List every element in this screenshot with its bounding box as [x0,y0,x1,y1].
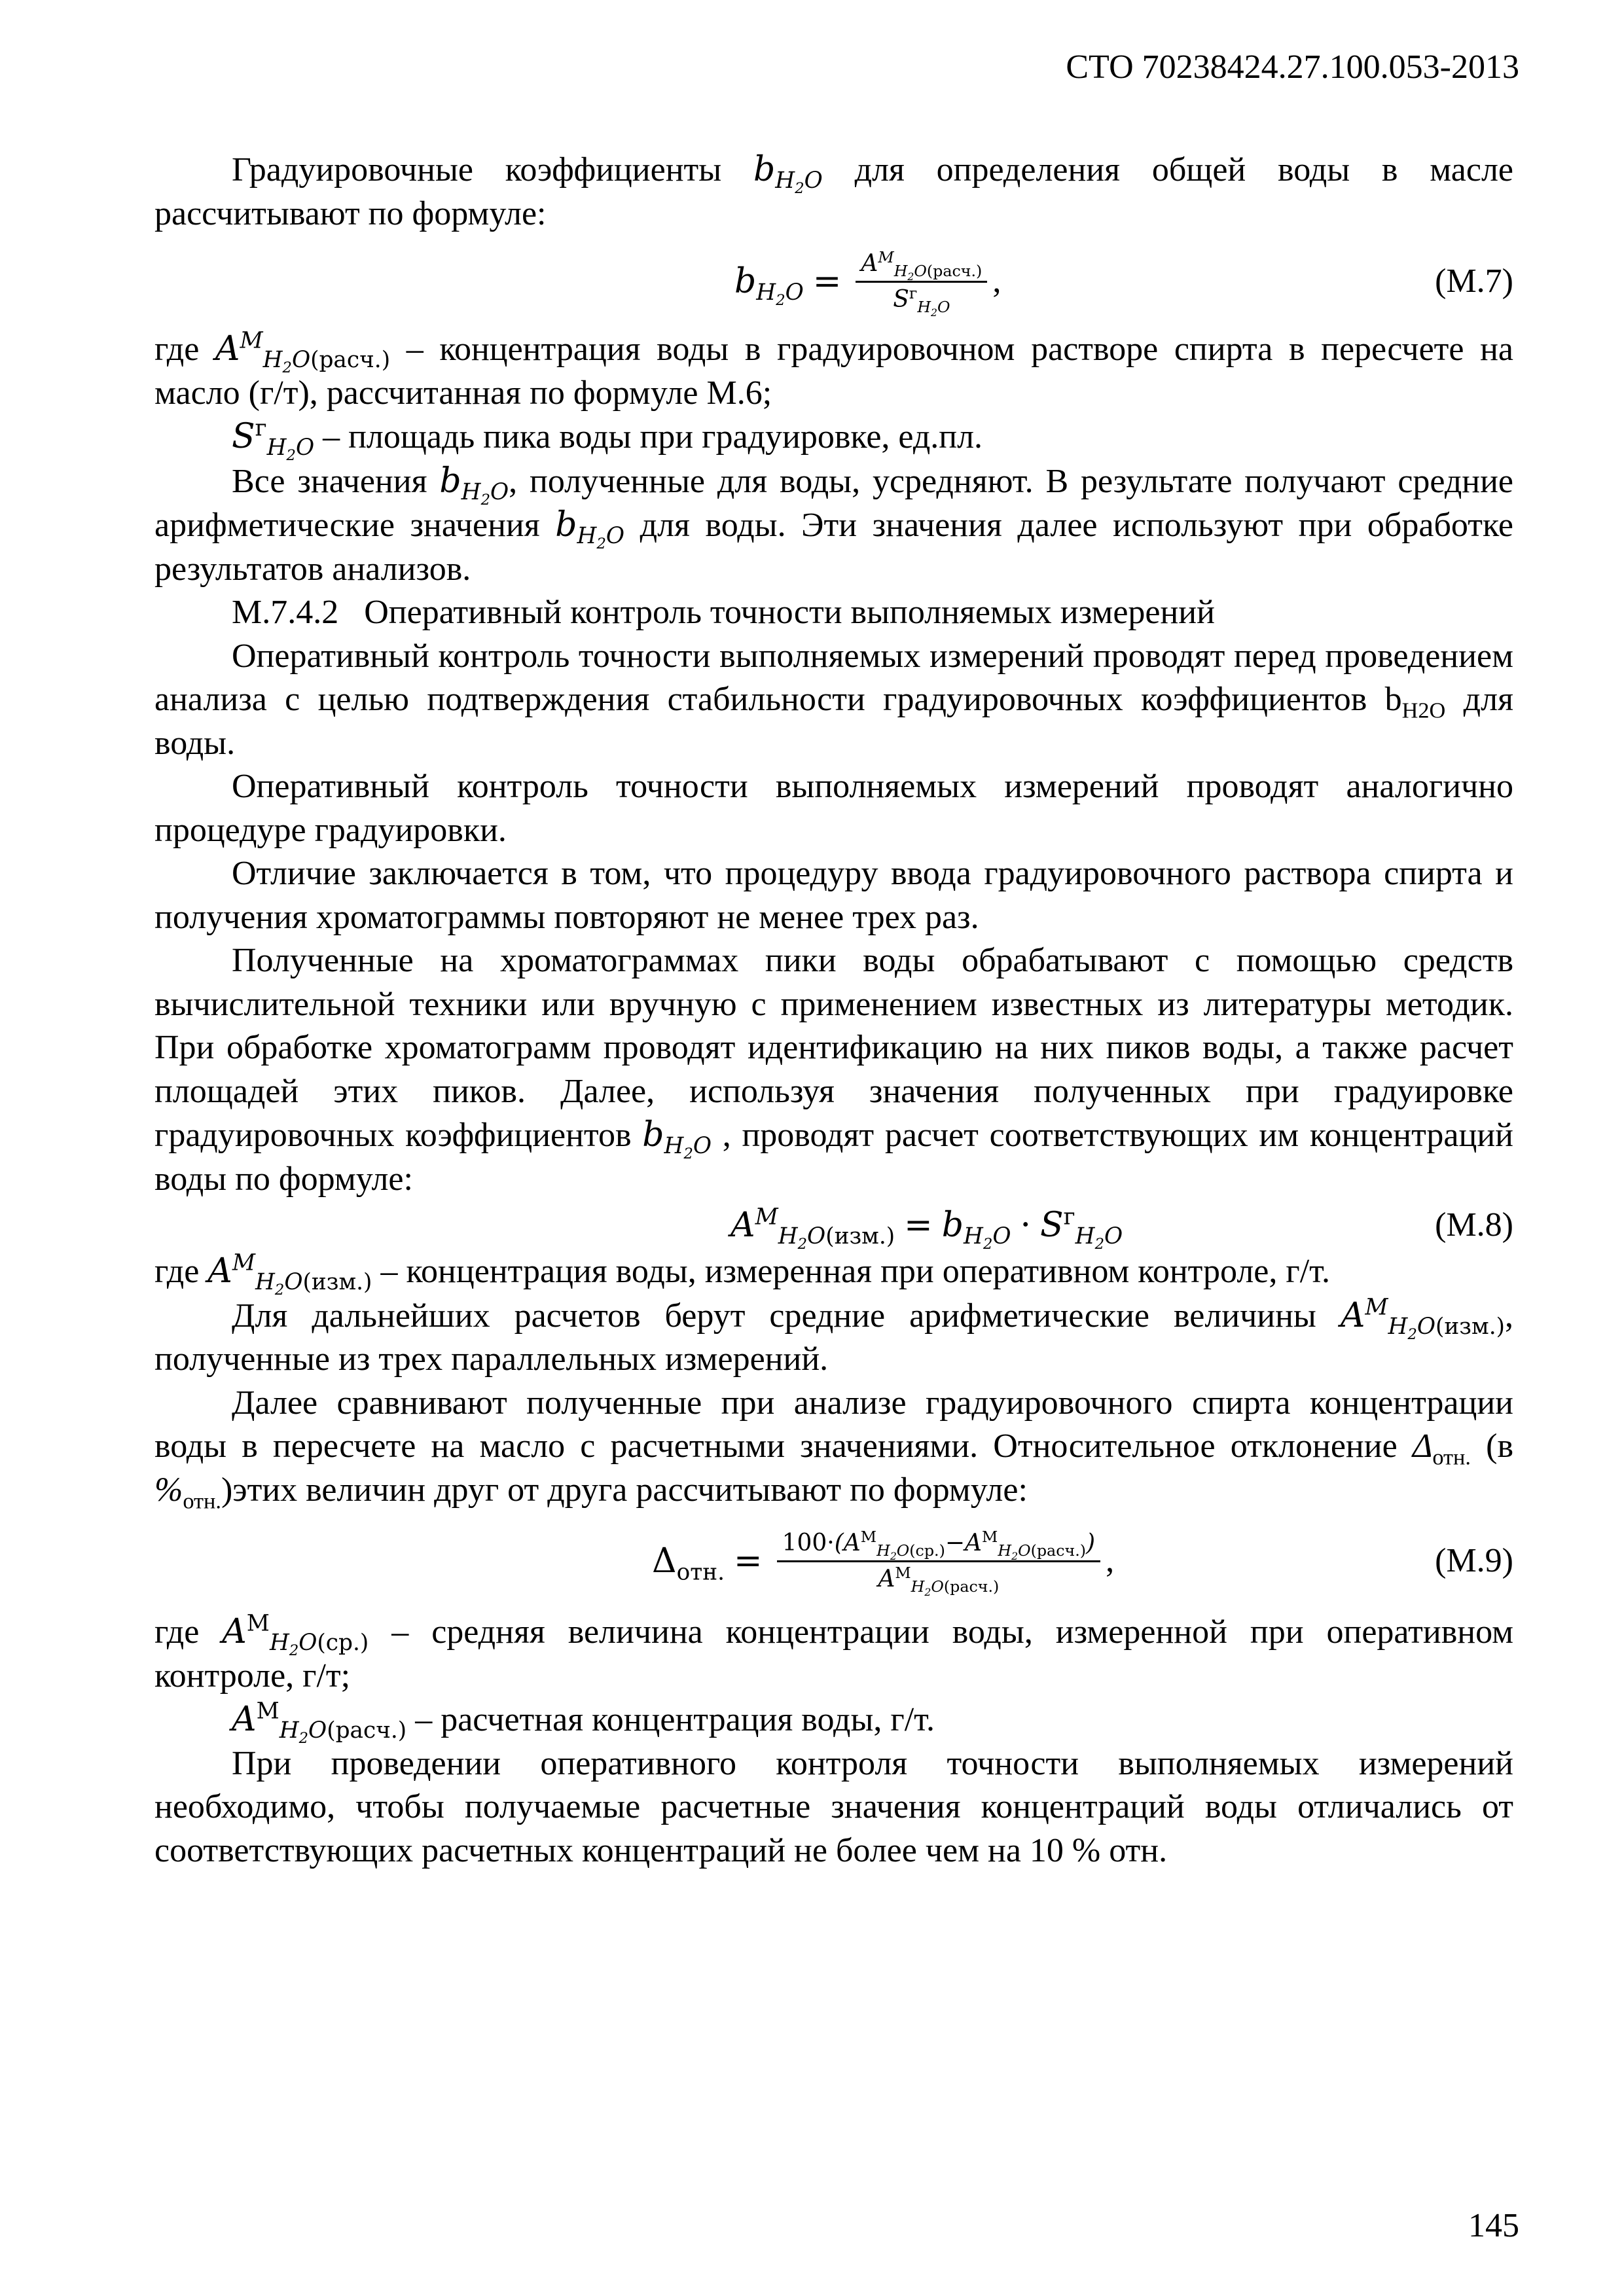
section-heading-m742: М.7.4.2 Оперативный контроль точности выполняемых измерений [232,594,1215,631]
formula-m9: $\Delta_{отн.}$ = $\frac{100\cdot(A^M_{H_2O(ср.)}-A^M_{H_2O(расч.)})}{A^M_{H_2O(расч.)}}$ , (М.9) [652,1527,1513,1598]
document-code: СТО 70238424.27.100.053-2013 [1066,48,1519,86]
where-m7-s: $S^г_{H_2O}$ – площадь пика воды при градуировке, ед.пл. [232,415,983,465]
where-m9-a: где $A^M_{H_2O(ср.)}$ – средняя величина концентрации воды, измеренной при оперативном контроле, г/т; [154,1610,1513,1695]
paragraph-averaging: Все значения $b_{H_2O}$, полученные для воды, усредняют. В результате получают средние арифметические значения $b_{H_2O}$ для воды. Эти значения далее используют при обработке результатов анализов. [154,461,1514,588]
paragraph-difference: Отличие заключается в том, что процедуру ввода градуировочного раствора спирта и получения хроматограммы повторяют не менее трех раз. [154,855,1513,936]
paragraph-operative-control: Оперативный контроль точности выполняемых измерений проводят перед проведением анализа с целью подтверждения стабильности градуировочных коэффициентов $b_{H2O}$ для воды. [154,637,1514,762]
page-body [154,148,1513,1873]
where-m9-b: $A^M_{H_2O(расч.)}$ – расчетная концентрация воды, г/т. [232,1698,935,1748]
fraction: $\frac{A^M_{H_2O(расч.)}}{S^г_{H_2O}}$ [856,247,987,317]
paragraph-requirement: При проведении оперативного контроля точности выполняемых измерений необходимо, чтобы получаемые расчетные значения концентраций воды отличались от соответствующих расчетных концентраций не более чем на 10 % отн. [154,1744,1513,1869]
where-m8: где $A^M_{H_2O(изм.)}$ – концентрация воды, измеренная при оперативном контроле, г/т. [154,1249,1330,1299]
formula-m7: $b_{H_2O}$ = $\frac{A^M_{H_2O(расч.)}}{S^г_{H_2O}}$ , (М.7) [734,247,1513,319]
paragraph-averages: Для дальнейших расчетов берут средние арифметические величины $A^M_{H_2O(изм.)}$, полученные из трех параллельных измерений. [154,1294,1513,1378]
page-number: 145 [1468,2207,1519,2244]
paragraph-comparison: Далее сравнивают полученные при анализе градуировочного спирта концентрации воды в пересчете на масло с расчетными значениями. Относительное отклонение $\Delta_{отн.}$ (в $\%_{отн.})этих$ величин друг от друга рассчитывают по формуле: [154,1384,1513,1513]
formula-m8: $A^M_{H_2O(изм.)}$ = $b_{H_2O}$ · $S^г_{H_2O}$ (М.8) [731,1204,1513,1253]
formula-number-m8: (М.8) [1435,1206,1513,1244]
formula-number-m9: (М.9) [1435,1541,1513,1579]
paragraph-analogous: Оперативный контроль точности выполняемых измерений проводят аналогично процедуре градуировки. [154,768,1513,849]
paragraph-peaks: Полученные на хроматограммах пики воды обрабатывают с помощью средств вычислительной техники или вручную с применением известных из литературы методик. При обработке хроматограмм проводят идентификацию на них пиков воды, а также расчет площадей этих пиков. Далее, используя значения полученных при градуировке градуировочных коэффициентов $b_{H_2O}$ , проводят расчет соответствующих им концентраций воды по формуле: [154,942,1513,1198]
where-m7-a: где $A^M_{H_2O(расч.)}$ – концентрация воды в градуировочном растворе спирта в пересчете на масло (г/т), рассчитанная по формуле М.6; [154,327,1513,412]
fraction: $\frac{100\cdot(A^M_{H_2O(ср.)}-A^M_{H_2O(расч.)})}{A^M_{H_2O(расч.)}}$ [777,1526,1101,1596]
formula-number-m7: (М.7) [1435,262,1513,300]
paragraph-calibration-coefficients: Градуировочные коэффициенты $b_{H_2O}$ для определения общей воды в масле рассчитывают по формуле: [154,150,1513,232]
symbol-b-h2o: $b_{H_2O}$ [753,150,823,198]
